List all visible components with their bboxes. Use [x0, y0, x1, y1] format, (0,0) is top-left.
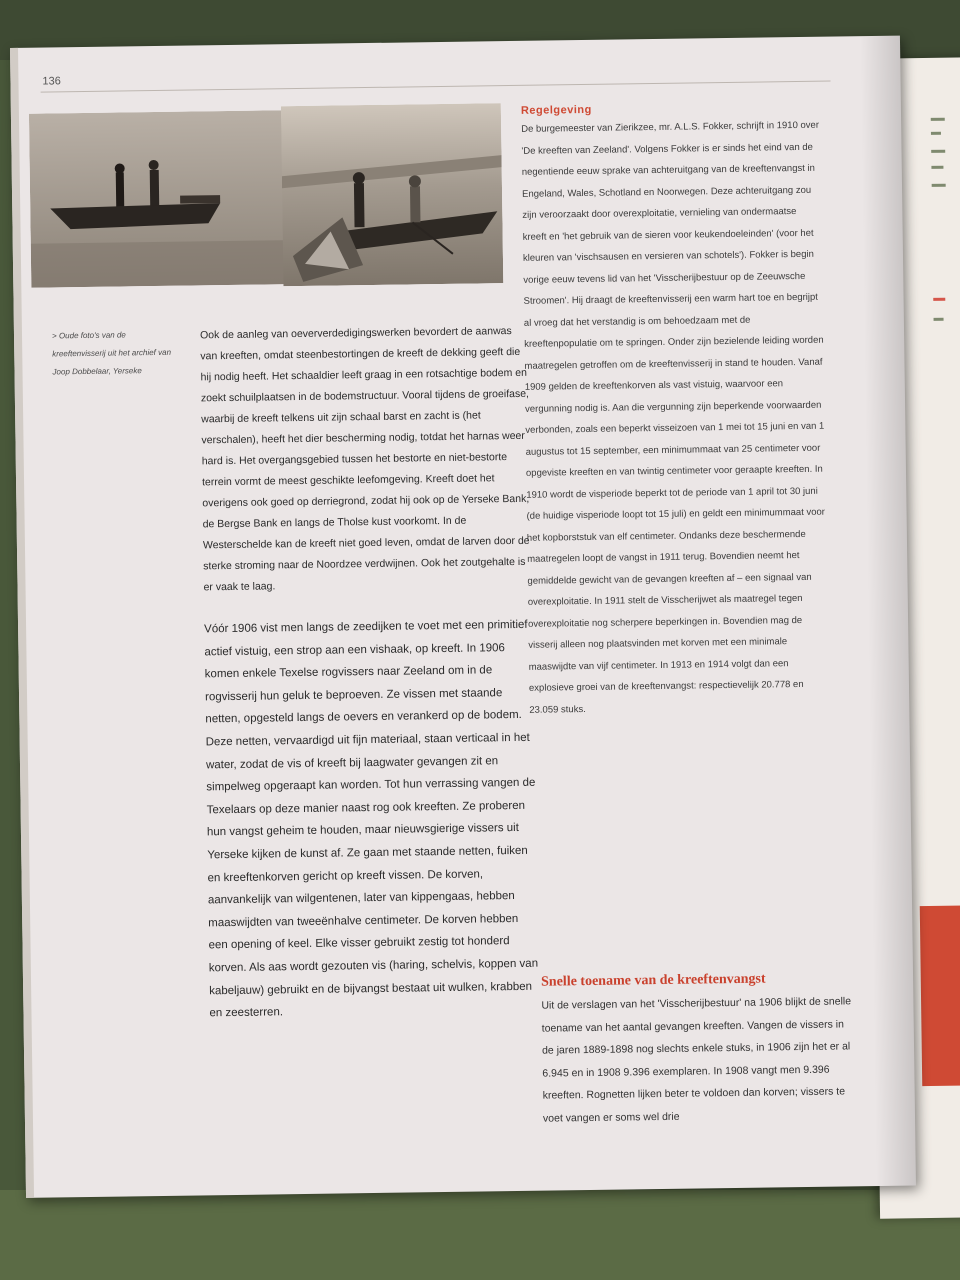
historic-photo-fishing-boat: [29, 110, 293, 288]
facing-page-text-fragment: [932, 184, 946, 187]
facing-page-red-band: [920, 905, 960, 1086]
paragraph-fishing-history: [204, 614, 540, 1025]
page-number: 136: [42, 75, 61, 88]
facing-page-text-fragment: [931, 132, 941, 135]
section-regelgeving: [521, 101, 830, 721]
paragraph-text: Ook de aanleg van oeververdedigingswerken bevordert de aanwas van kreeften, omdat steenbestortingen de kreeft de dekking geeft die hij nodig heeft. Het schaaldier leeft graag in een rotsachtige bodem en zoekt schuilplaatsen in de bodemstructuur. Vooral tijdens de groeifase, waarbij de kreeft telkens uit zijn schaal barst en zacht is (het verschalen), heeft het dier bescherming nodig, totdat het harnas weer hard is. Het overgangsgebied tussen het bestorte en niet-bestorte terrein vormt de meest geschikte leefomgeving. Kreeft doet het overigens ook goed op derriegrond, zodat hij ook op de Yerseke Bank, de Bergse Bank en langs de Tholse kust voorkomt. In de Westerschelde kan de kreeft niet goed leven, omdat de larven door de sterke stroming naar de Noordzee verdwijnen. Ook het zoutgehalte is er vaak te laag.: [199, 325, 530, 594]
facing-page-text-fragment: [931, 150, 945, 153]
section-heading: Regelgeving: [520, 103, 592, 117]
section-snelle-toename: [541, 970, 853, 1129]
header-rule: [41, 81, 831, 93]
historic-photo-fishermen-at-boat: [281, 103, 503, 286]
facing-page-text-fragment: [931, 118, 945, 121]
paragraph-lobster-habitat: [200, 321, 534, 599]
section-body: Uit de verslagen van het 'Visscherijbestuur' na 1906 blijkt de snelle toename van het aantal gevangen kreeften. Vangen de vissers in de jaren 1889-1898 nog slechts enkele stuks, in 1906 zijn het er al 6.945 en in 1908 9.396 exemplaren. In 1908 vangt men 9.396 kreeften. Rognetten lijken beter te voldoen dan korven; vissers te voet vangen er soms wel drie: [541, 995, 852, 1125]
right-column: [520, 101, 852, 1125]
facing-page-text-fragment: [934, 318, 944, 321]
fishermen-photo-image: [281, 103, 503, 286]
facing-page-text-fragment: [931, 166, 943, 169]
facing-page-text-fragment: [933, 298, 945, 301]
background-bottom: [0, 1190, 960, 1280]
photo-caption: > Oude foto's van de kreeftenvisserij uit het archief van Joop Dobbelaar, Yerseke: [51, 330, 172, 377]
boat-photo-image: [29, 110, 293, 288]
section-heading: Snelle toename van de kreeftenvangst: [540, 971, 766, 990]
section-body: De burgemeester van Zierikzee, mr. A.L.S. Fokker, schrijft in 1910 over 'De kreeften van Zeeland'. Volgens Fokker is er sinds het eind van de negentiende eeuw sprake van achteruitgang van de kreeftenvangst in Engeland, Wales, Schotland en Noorwegen. Deze achteruitgang zou zijn veroorzaakt door overexploitatie, vernieling van ondermaatse kreeft en 'het gebruik van de sieren voor keukendoeleinden' (voor het kleuren van 'vischsausen en versieren van schotels'). Fokker is begin vorige eeuw tevens lid van het 'Visscherijbestuur op de Zeeuwsche Stroomen'. Hij draagt de kreeftenvisserij een warm hart toe en begrijpt al vroeg dat het verstandig is om behoedzaam met de kreeftenpopulatie om te springen. Onder zijn bezielende leiding worden maatregelen getroffen om de kreeftenvisserij in stand te houden. Vanaf 1909 gelden de kreeftenkorven als vast vistuig, waarvoor een vergunning nodig is. Aan die vergunning zijn beperkende voorwaarden verbonden, zoals een beperkt visseizoen van 1 mei tot 15 juni en van 1 augustus tot 15 september, een minimummaat van 25 centimeter voor opgeviste kreeften en van twintig centimeter voor geraapte kreeften. In 1910 wordt de visperiode beperkt tot de periode van 1 april tot 30 juni (de huidige visperiode loopt tot 15 juli) en geldt een minimummaat voor het kopborststuk van elf centimeter. Ondanks deze beschermende maatregelen loopt de vangst in 1911 terug. Bovendien neemt het gemiddelde gewicht van de gevangen kreeften af – een signaal van overexploitatie. In 1911 stelt de Visscherijwet als maatregel tegen overexploitatie nog scherpere beperkingen in. Bovendien mag de visserij alleen nog plaatsvinden met korven met een minimale maaswijdte van vijf centimeter. In 1913 en 1914 volgt dan een explosieve groei van de kreeftenvangst: respectievelijk 20.778 en 23.059 stuks.: [521, 119, 825, 716]
middle-column: [200, 321, 540, 1025]
book-page: [10, 36, 916, 1198]
paragraph-text: Vóór 1906 vist men langs de zeedijken te voet met een primitief actief vistuig, een strop aan een vishaak, op kreeft. In 1906 komen enkele Texelse rogvissers naar Zeeland om in de rogvisserij hun geluk te beproeven. Ze vissen met staande netten, opgesteld langs de oevers en verankerd op de bodem. Deze netten, vervaardigd uit fijn materiaal, staan verticaal in het water, zodat de vis of kreeft bij laagwater gevangen zit en simpelweg opgeraapt kan worden. Tot hun verrassing vangen de Texelaars op deze manier naast rog ook kreeften. Ze proberen hun vangst geheim te houden, maar nieuwsgierige vissers uit Yerseke kijken de kunst af. Ze gaan met staande netten, fuiken en kreeftenkorven gericht op kreeft vissen. De korven, aanvankelijk van wilgentenen, later van kippengaas, hebben maaswijdten van tweeënhalve centimeter. De korven hebben een opening of keel. Elke visser gebruikt zestig tot honderd korven. Als aas wordt gezouten vis (haring, schelvis, koppen van kabeljauw) gebruikt en de bijvangst bestaat uit wulken, krabben en zeesterren.: [204, 618, 539, 1020]
